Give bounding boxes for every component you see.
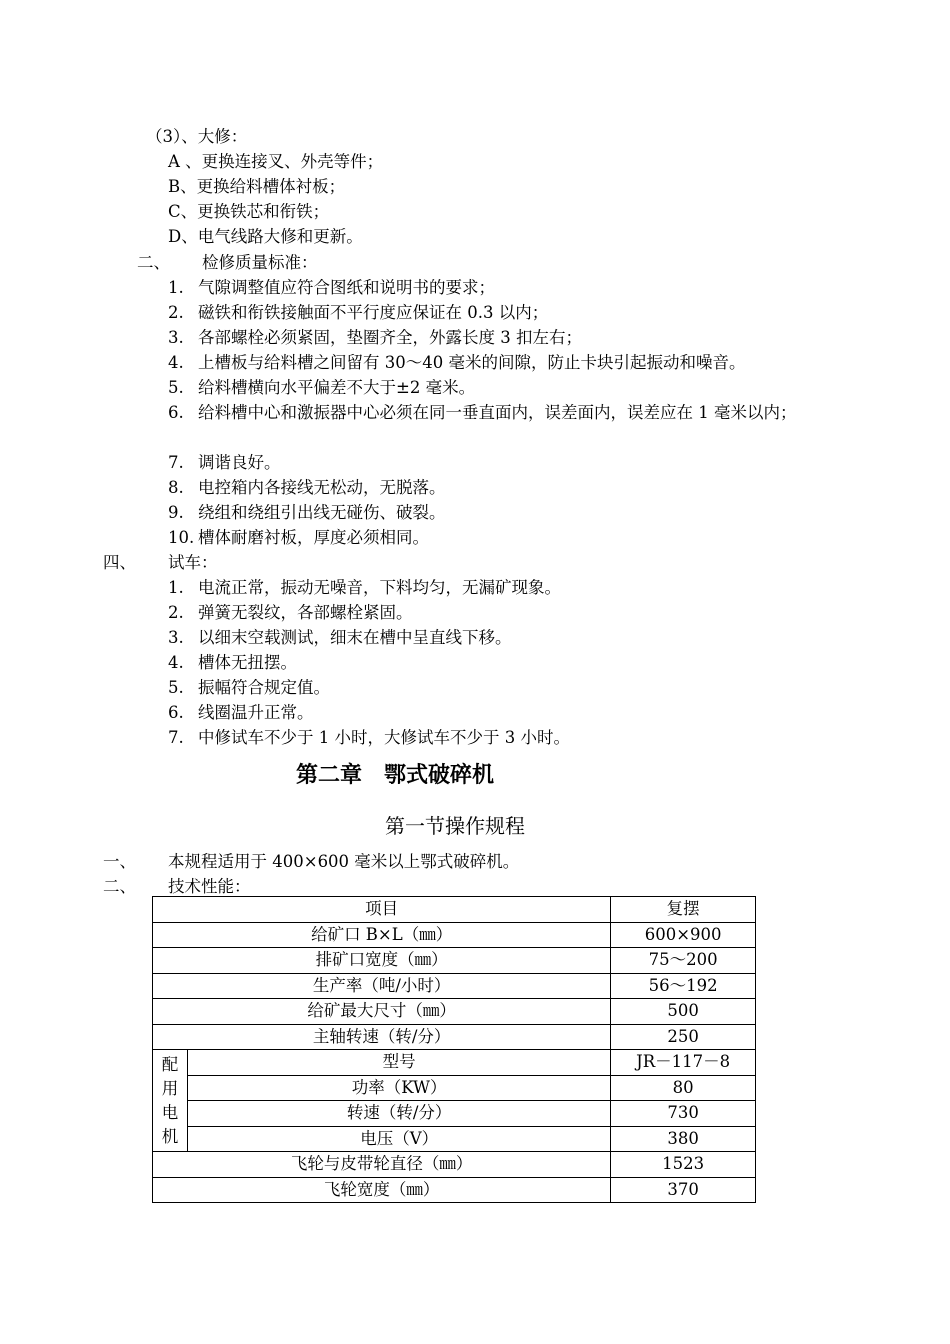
rule-marker: 二、 bbox=[103, 877, 136, 896]
quality-item bbox=[168, 376, 475, 400]
table-cell: 600×900 bbox=[611, 922, 756, 948]
quality-item bbox=[168, 501, 446, 525]
table-cell: 380 bbox=[611, 1126, 756, 1152]
item-text: 电流正常，振动无噪音，下料均匀，无漏矿现象。 bbox=[198, 578, 561, 597]
table-row bbox=[153, 1024, 756, 1050]
item-number: 1. bbox=[168, 278, 184, 297]
trial-item bbox=[168, 651, 297, 675]
item-text: 槽体耐磨衬板，厚度必须相同。 bbox=[198, 528, 429, 547]
item-text: 绕组和绕组引出线无碰伤、破裂。 bbox=[198, 503, 446, 522]
table-cell: 转速（转/分） bbox=[188, 1101, 611, 1127]
table-cell: 飞轮宽度（㎜） bbox=[153, 1177, 611, 1203]
table-cell: 生产率（吨/小时） bbox=[153, 973, 611, 999]
quality-marker: 二、 bbox=[137, 253, 170, 272]
table-row bbox=[153, 922, 756, 948]
table-row bbox=[153, 948, 756, 974]
item-number: 2. bbox=[168, 603, 184, 622]
table-cell: 1523 bbox=[611, 1152, 756, 1178]
item-text: 调谐良好。 bbox=[198, 453, 281, 472]
rule-text: 本规程适用于 400×600 毫米以上鄂式破碎机。 bbox=[168, 852, 520, 871]
table-cell: 370 bbox=[611, 1177, 756, 1203]
spec-table bbox=[152, 896, 756, 1203]
item-text: 给料槽中心和激振器中心必须在同一垂直面内，误差面内，误差应在 1 毫米以内； bbox=[198, 403, 797, 422]
table-cell: 730 bbox=[611, 1101, 756, 1127]
table-row bbox=[153, 1101, 756, 1127]
item-text: 振幅符合规定值。 bbox=[198, 678, 330, 697]
table-cell: 250 bbox=[611, 1024, 756, 1050]
major-repair-item: A 、更换连接叉、外壳等件； bbox=[168, 152, 384, 171]
trial-title: 试车： bbox=[168, 553, 218, 572]
item-text: 弹簧无裂纹，各部螺栓紧固。 bbox=[198, 603, 413, 622]
item-number: 4. bbox=[168, 653, 184, 672]
item-number: 5. bbox=[168, 678, 184, 697]
item-text: 磁铁和衔铁接触面不平行度应保证在 0.3 以内； bbox=[198, 303, 549, 322]
item-number: 7. bbox=[168, 453, 184, 472]
item-text: 气隙调整值应符合图纸和说明书的要求； bbox=[198, 278, 495, 297]
table-cell: JR－117－8 bbox=[611, 1050, 756, 1076]
table-row bbox=[153, 973, 756, 999]
table-header-row bbox=[153, 897, 756, 923]
table-row bbox=[153, 1126, 756, 1152]
major-repair-item: D、电气线路大修和更新。 bbox=[168, 227, 363, 246]
trial-item bbox=[168, 601, 413, 625]
table-row bbox=[153, 1177, 756, 1203]
item-text: 中修试车不少于 1 小时，大修试车不少于 3 小时。 bbox=[198, 728, 570, 747]
table-header-cell: 项目 bbox=[153, 897, 611, 923]
motor-group-label bbox=[153, 1050, 188, 1152]
table-header-cell: 复摆 bbox=[611, 897, 756, 923]
quality-item bbox=[168, 276, 495, 300]
table-row bbox=[153, 999, 756, 1025]
item-number: 3. bbox=[168, 328, 184, 347]
table-cell: 56～192 bbox=[611, 973, 756, 999]
item-number: 5. bbox=[168, 378, 184, 397]
quality-item bbox=[168, 301, 548, 325]
quality-item bbox=[168, 326, 582, 350]
section-title: 第一节操作规程 bbox=[385, 814, 525, 838]
item-number: 6. bbox=[168, 403, 184, 422]
quality-item bbox=[168, 476, 446, 500]
motor-group-char: 电 bbox=[161, 1102, 179, 1122]
table-cell: 功率（KW） bbox=[188, 1075, 611, 1101]
item-text: 线圈温升正常。 bbox=[198, 703, 314, 722]
major-repair-item: B、更换给料槽体衬板； bbox=[168, 177, 346, 196]
item-number: 8. bbox=[168, 478, 184, 497]
major-repair-heading: （3）、大修： bbox=[146, 127, 248, 146]
item-number: 10. bbox=[168, 528, 195, 547]
table-row bbox=[153, 1152, 756, 1178]
quality-title: 检修质量标准： bbox=[202, 253, 318, 272]
trial-item bbox=[168, 726, 570, 750]
table-cell: 排矿口宽度（㎜） bbox=[153, 948, 611, 974]
rule-text: 技术性能： bbox=[168, 877, 251, 896]
item-number: 7. bbox=[168, 728, 184, 747]
chapter-title: 第二章 鄂式破碎机 bbox=[295, 763, 494, 788]
rule-marker: 一、 bbox=[103, 852, 136, 871]
table-cell: 给矿最大尺寸（㎜） bbox=[153, 999, 611, 1025]
table-row bbox=[153, 1075, 756, 1101]
item-text: 以细末空载测试，细末在槽中呈直线下移。 bbox=[198, 628, 512, 647]
trial-item bbox=[168, 626, 512, 650]
table-cell: 电压（V） bbox=[188, 1126, 611, 1152]
item-number: 9. bbox=[168, 503, 184, 522]
major-repair-item: C、更换铁芯和衔铁； bbox=[168, 202, 330, 221]
quality-item bbox=[168, 401, 813, 425]
motor-group-char: 配 bbox=[161, 1054, 179, 1074]
item-text: 各部螺栓必须紧固，垫圈齐全，外露长度 3 扣左右； bbox=[198, 328, 582, 347]
table-cell: 飞轮与皮带轮直径（㎜） bbox=[153, 1152, 611, 1178]
motor-group-char: 用 bbox=[161, 1078, 179, 1098]
table-cell: 给矿口 B×L（㎜） bbox=[153, 922, 611, 948]
item-number: 1. bbox=[168, 578, 184, 597]
table-row bbox=[153, 1050, 756, 1076]
table-cell: 75～200 bbox=[611, 948, 756, 974]
trial-item bbox=[168, 701, 314, 725]
table-cell: 500 bbox=[611, 999, 756, 1025]
trial-item bbox=[168, 676, 330, 700]
item-text: 给料槽横向水平偏差不大于±2 毫米。 bbox=[198, 378, 476, 397]
table-cell: 主轴转速（转/分） bbox=[153, 1024, 611, 1050]
item-text: 槽体无扭摆。 bbox=[198, 653, 297, 672]
table-cell: 型号 bbox=[188, 1050, 611, 1076]
trial-item bbox=[168, 576, 561, 600]
item-number: 2. bbox=[168, 303, 184, 322]
item-number: 4. bbox=[168, 353, 184, 372]
trial-marker: 四、 bbox=[103, 553, 136, 572]
item-number: 6. bbox=[168, 703, 184, 722]
motor-group-char: 机 bbox=[161, 1126, 179, 1146]
quality-item bbox=[168, 451, 281, 475]
table-cell: 80 bbox=[611, 1075, 756, 1101]
quality-item bbox=[168, 526, 429, 550]
quality-item bbox=[168, 351, 745, 375]
item-text: 上槽板与给料槽之间留有 30～40 毫米的间隙，防止卡块引起振动和噪音。 bbox=[198, 353, 746, 372]
item-text: 电控箱内各接线无松动，无脱落。 bbox=[198, 478, 446, 497]
item-number: 3. bbox=[168, 628, 184, 647]
